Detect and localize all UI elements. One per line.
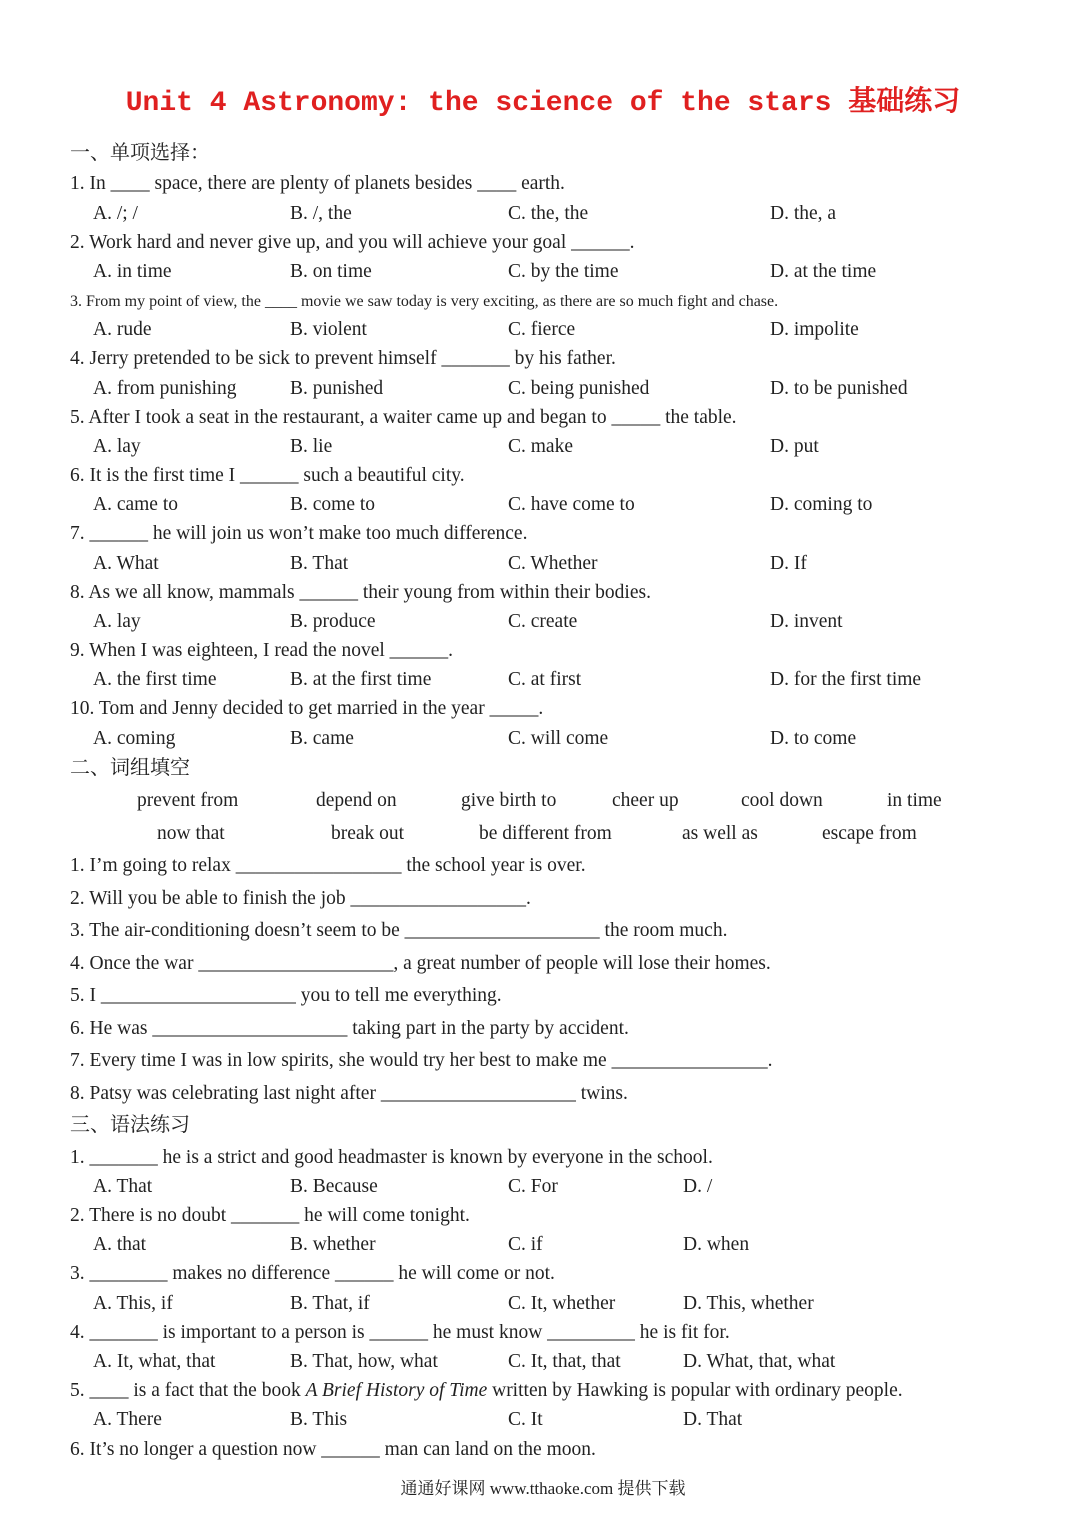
option-d: D. to be punished [770, 378, 908, 399]
phrase-item: give birth to [461, 790, 557, 811]
grammar-question-2: 2. There is no doubt _______ he will come tonight. [70, 1205, 470, 1226]
option-d: D. impolite [770, 319, 859, 340]
phrase-item: prevent from [137, 790, 239, 811]
mc-options-9 [0, 666, 1086, 694]
option-a: A. that [93, 1234, 147, 1255]
section-heading-multiple-choice: 一、单项选择： [70, 142, 210, 164]
option-c: C. It, that, that [508, 1351, 621, 1372]
grammar-question-1: 1. _______ he is a strict and good headmaster is known by everyone in the school. [70, 1147, 713, 1168]
mc-options-2 [0, 258, 1086, 286]
option-c: C. Whether [508, 553, 598, 574]
mc-question-2: 2. Work hard and never give up, and you will achieve your goal ______. [70, 232, 635, 253]
option-a: A. lay [93, 611, 141, 632]
phrase-item: escape from [822, 823, 917, 844]
mc-question-10: 10. Tom and Jenny decided to get married in the year _____. [70, 698, 544, 719]
phrase-item: as well as [682, 823, 758, 844]
mc-options-1 [0, 200, 1086, 228]
page-title: Unit 4 Astronomy: the science of the stars 基础练习 [125, 88, 961, 119]
grammar-options-3 [0, 1290, 1086, 1318]
mc-options-7 [0, 550, 1086, 578]
mc-options-8 [0, 608, 1086, 636]
fill-sentence-6: 6. He was ____________________ taking part in the party by accident. [70, 1018, 629, 1039]
option-b: B. Because [290, 1176, 378, 1197]
option-c: C. make [508, 436, 573, 457]
option-a: A. came to [93, 494, 179, 515]
option-c: C. being punished [508, 378, 650, 399]
option-a: A. lay [93, 436, 141, 457]
mc-question-9: 9. When I was eighteen, I read the novel ______. [70, 640, 454, 661]
mc-options-3 [0, 316, 1086, 344]
option-b: B. That, how, what [290, 1351, 438, 1372]
option-a: A. rude [93, 319, 152, 340]
option-a: A. /; / [93, 203, 138, 224]
phrase-item: in time [887, 790, 942, 811]
section-heading-phrase-fill: 二、词组填空 [70, 757, 190, 779]
mc-options-6 [0, 491, 1086, 519]
mc-options-4 [0, 375, 1086, 403]
option-c: C. It [508, 1409, 543, 1430]
question-text: written by Hawking is popular with ordinary people. [487, 1380, 903, 1401]
grammar-options-5 [0, 1406, 1086, 1434]
option-b: B. punished [290, 378, 384, 399]
option-a: A. It, what, that [93, 1351, 216, 1372]
phrase-item: be different from [479, 823, 612, 844]
phrase-item: depend on [316, 790, 397, 811]
option-d: D. What, that, what [683, 1351, 836, 1372]
mc-question-5: 5. After I took a seat in the restaurant, a waiter came up and began to _____ the table. [70, 407, 737, 428]
fill-sentence-4: 4. Once the war ____________________, a great number of people will lose their homes. [70, 953, 771, 974]
option-b: B. produce [290, 611, 376, 632]
option-d: D. / [683, 1176, 713, 1197]
phrase-item: break out [331, 823, 405, 844]
option-c: C. fierce [508, 319, 576, 340]
option-b: B. at the first time [290, 669, 432, 690]
grammar-question-4: 4. _______ is important to a person is ______ he must know _________ he is fit for. [70, 1322, 730, 1343]
grammar-question-5 [70, 1377, 903, 1405]
option-a: A. There [93, 1409, 162, 1430]
option-d: D. for the first time [770, 669, 922, 690]
fill-sentence-2: 2. Will you be able to finish the job __________________. [70, 888, 531, 909]
mc-question-6: 6. It is the first time I ______ such a beautiful city. [70, 465, 465, 486]
option-b: B. lie [290, 436, 333, 457]
option-c: C. by the time [508, 261, 619, 282]
fill-sentence-3: 3. The air-conditioning doesn’t seem to be ____________________ the room much. [70, 920, 728, 941]
option-b: B. come to [290, 494, 376, 515]
option-c: C. For [508, 1176, 558, 1197]
option-d: D. the, a [770, 203, 837, 224]
fill-sentence-7: 7. Every time I was in low spirits, she would try her best to make me ________________. [70, 1050, 773, 1071]
option-d: D. at the time [770, 261, 877, 282]
grammar-options-4 [0, 1348, 1086, 1376]
phrase-item: cheer up [612, 790, 679, 811]
option-d: D. invent [770, 611, 843, 632]
section-heading-grammar: 三、语法练习 [70, 1114, 190, 1136]
option-c: C. create [508, 611, 578, 632]
question-text: 5. ____ is a fact that the book [70, 1380, 306, 1401]
option-c: C. at first [508, 669, 582, 690]
option-b: B. violent [290, 319, 367, 340]
option-d: D. to come [770, 728, 857, 749]
option-c: C. It, whether [508, 1293, 616, 1314]
mc-options-10 [0, 725, 1086, 753]
option-c: C. will come [508, 728, 609, 749]
option-b: B. This [290, 1409, 348, 1430]
option-c: C. have come to [508, 494, 635, 515]
option-b: B. /, the [290, 203, 352, 224]
option-a: A. What [93, 553, 159, 574]
mc-options-5 [0, 433, 1086, 461]
option-d: D. when [683, 1234, 750, 1255]
option-a: A. That [93, 1176, 153, 1197]
grammar-question-3: 3. ________ makes no difference ______ he will come or not. [70, 1263, 555, 1284]
book-title: A Brief History of Time [305, 1380, 488, 1401]
phrase-item: cool down [741, 790, 823, 811]
option-a: A. coming [93, 728, 176, 749]
mc-question-7: 7. ______ he will join us won’t make too much difference. [70, 523, 528, 544]
option-c: C. the, the [508, 203, 589, 224]
option-a: A. This, if [93, 1293, 173, 1314]
page-footer: 通通好课网 www.tthaoke.com 提供下载 [400, 1479, 686, 1498]
mc-question-1: 1. In ____ space, there are plenty of planets besides ____ earth. [70, 173, 565, 194]
fill-sentence-8: 8. Patsy was celebrating last night after ____________________ twins. [70, 1083, 628, 1104]
mc-question-8: 8. As we all know, mammals ______ their young from within their bodies. [70, 582, 651, 603]
option-a: A. the first time [93, 669, 217, 690]
option-c: C. if [508, 1234, 543, 1255]
fill-sentence-1: 1. I’m going to relax _________________ the school year is over. [70, 855, 586, 876]
option-d: D. That [683, 1409, 743, 1430]
grammar-question-6: 6. It’s no longer a question now ______ man can land on the moon. [70, 1439, 596, 1460]
option-b: B. That [290, 553, 349, 574]
option-d: D. put [770, 436, 819, 457]
option-a: A. from punishing [93, 378, 237, 399]
option-d: D. If [770, 553, 807, 574]
grammar-options-1 [0, 1173, 1086, 1201]
option-b: B. came [290, 728, 354, 749]
mc-question-3: 3. From my point of view, the ____ movie we saw today is very exciting, as there are so much fight and chase. [70, 293, 779, 310]
option-b: B. whether [290, 1234, 376, 1255]
option-b: B. on time [290, 261, 372, 282]
option-b: B. That, if [290, 1293, 370, 1314]
phrase-item: now that [157, 823, 225, 844]
option-d: D. This, whether [683, 1293, 814, 1314]
option-a: A. in time [93, 261, 172, 282]
fill-sentence-5: 5. I ____________________ you to tell me everything. [70, 985, 502, 1006]
grammar-options-2 [0, 1231, 1086, 1259]
mc-question-4: 4. Jerry pretended to be sick to prevent himself _______ by his father. [70, 348, 616, 369]
option-d: D. coming to [770, 494, 873, 515]
